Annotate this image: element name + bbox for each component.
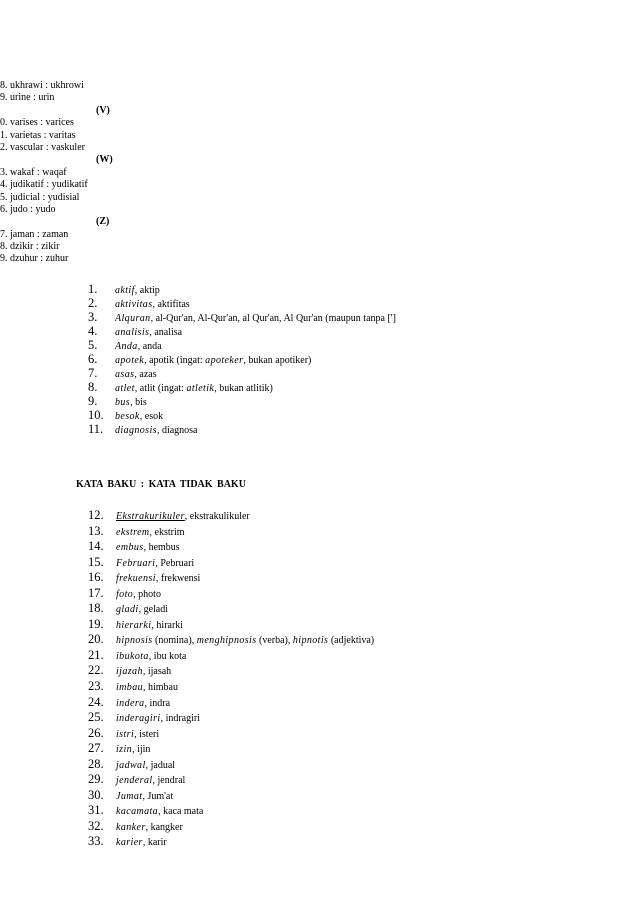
standard-word: atlet	[115, 383, 135, 395]
non-standard-word: , ekstrim	[149, 526, 185, 538]
standard-word: aktif	[115, 285, 135, 296]
word-list-12-33	[88, 508, 374, 850]
item-number: 10.	[88, 408, 104, 423]
non-standard-word: , indra	[144, 697, 171, 709]
non-standard-word: , hirarki	[151, 619, 184, 631]
non-standard-word: , azas	[134, 369, 157, 381]
list-item	[88, 710, 374, 726]
item-number: 32.	[88, 818, 104, 833]
non-standard-word: , aktip	[134, 285, 160, 296]
item-number: 2.	[88, 296, 98, 311]
section-heading: KATA BAKU : KATA TIDAK BAKU	[76, 479, 246, 490]
list-item	[88, 757, 374, 773]
non-standard-word: , kaca mata	[158, 806, 204, 818]
list-item: 8. ukhrawi : ukhrowi	[0, 80, 84, 91]
list-item	[88, 324, 396, 338]
list-item	[88, 422, 396, 436]
item-number: 26.	[88, 725, 104, 740]
word-list-upper	[0, 80, 113, 266]
standard-word: apoteker	[205, 355, 244, 367]
item-number: 29.	[88, 772, 104, 787]
list-item: 6. judo : yudo	[0, 203, 56, 215]
non-standard-word: , frekwensi	[155, 573, 201, 585]
non-standard-word: , aktifitas	[152, 299, 190, 311]
item-number: 4.	[88, 324, 98, 339]
item-number: 23.	[88, 679, 104, 694]
standard-word: ibukota	[116, 650, 149, 662]
non-standard-word: , Jum'at	[142, 790, 174, 802]
standard-word: diagnosis	[115, 425, 157, 437]
non-standard-word: , karir	[142, 837, 167, 849]
standard-word: indera	[116, 697, 145, 709]
non-standard-word: , ibu kota	[148, 650, 187, 662]
non-standard-word: , photo	[133, 588, 161, 600]
standard-word: kanker	[116, 821, 146, 833]
letter-heading: (V)	[96, 104, 110, 116]
standard-word: aktivitas	[115, 299, 153, 311]
item-number: 28.	[88, 756, 104, 771]
non-standard-word: , hembus	[143, 542, 180, 554]
standard-word: ijazah	[116, 666, 143, 678]
list-item	[88, 586, 374, 602]
list-item: 3. wakaf : waqaf	[0, 166, 67, 178]
list-item	[88, 570, 374, 586]
list-item: 8. dzikir : zikir	[0, 241, 60, 253]
non-standard-word: , Pebruari	[155, 557, 195, 569]
standard-word: atletik	[186, 383, 215, 395]
item-number: 1.	[88, 282, 98, 296]
list-item: 1. varietas : varitas	[0, 129, 76, 141]
item-number: 16.	[88, 570, 104, 585]
standard-word: hipnotis	[292, 635, 329, 647]
letter-heading: (W)	[96, 154, 113, 166]
non-standard-word: , al-Qur'an, Al-Qur'an, al Qur'an, Al Qur'an (maupun tanpa [']	[150, 313, 396, 325]
item-number: 6.	[88, 352, 98, 367]
item-number: 14.	[88, 539, 104, 554]
list-item	[88, 282, 396, 296]
list-item	[88, 380, 396, 394]
list-item	[88, 601, 374, 617]
list-item	[88, 679, 374, 695]
non-standard-word: , anda	[137, 341, 162, 353]
non-standard-word: (nomina),	[152, 635, 197, 647]
standard-word: jenderal	[116, 775, 153, 787]
non-standard-word: , jendral	[152, 775, 186, 787]
non-standard-word: , jadual	[145, 759, 176, 771]
standard-word: frekuensi	[116, 573, 156, 585]
standard-word: Februari	[116, 557, 156, 569]
non-standard-word: , indragiri	[160, 713, 200, 725]
non-standard-word: , ijin	[132, 744, 151, 756]
list-item	[88, 338, 396, 352]
standard-word: menghipnosis	[196, 635, 257, 647]
list-item	[88, 508, 374, 524]
item-number: 15.	[88, 554, 104, 569]
standard-word: jadwal	[116, 759, 146, 771]
standard-word: apotek	[115, 355, 145, 367]
item-number: 20.	[88, 632, 104, 647]
list-item	[88, 741, 374, 757]
non-standard-word: , geladi	[138, 604, 168, 616]
standard-word: Alquran	[115, 313, 151, 325]
standard-word: embus	[116, 542, 144, 554]
item-number: 24.	[88, 694, 104, 709]
standard-word: istri	[116, 728, 135, 740]
item-number: 18.	[88, 601, 104, 616]
item-number: 8.	[88, 380, 98, 395]
item-number: 7.	[88, 366, 98, 381]
non-standard-word: , ijasah	[142, 666, 172, 678]
standard-word: izin	[116, 744, 133, 756]
item-number: 12.	[88, 508, 104, 522]
non-standard-word: , ekstrakulikuler	[184, 511, 250, 522]
non-standard-word: , kangker	[145, 821, 183, 833]
standard-word: bus	[115, 397, 131, 409]
standard-word: gladi	[116, 604, 139, 616]
item-number: 13.	[88, 523, 104, 538]
letter-heading: (Z)	[96, 216, 110, 228]
item-number: 17.	[88, 585, 104, 600]
standard-word: hierarki	[116, 619, 152, 631]
list-item: 5. judicial : yudisial	[0, 191, 80, 203]
list-item	[88, 408, 396, 422]
item-number: 27.	[88, 741, 104, 756]
list-item	[88, 352, 396, 366]
non-standard-word: , bis	[130, 397, 147, 409]
list-item	[88, 524, 374, 540]
item-note: , bukan apotiker)	[243, 355, 312, 367]
item-number: 31.	[88, 803, 104, 818]
non-standard-word: , apotik (ingat:	[144, 355, 206, 367]
item-number: 22.	[88, 663, 104, 678]
item-number: 25.	[88, 710, 104, 725]
list-item	[88, 296, 396, 310]
list-item	[88, 834, 374, 850]
item-note: , bukan atlitik)	[214, 383, 273, 395]
non-standard-word: , analisa	[149, 327, 183, 339]
list-item: 7. jaman : zaman	[0, 228, 69, 240]
word-list-1-11	[88, 282, 396, 437]
list-item	[88, 617, 374, 633]
list-item	[88, 663, 374, 679]
list-item: 9. dzuhur : zuhur	[0, 253, 69, 265]
list-item: 4. judikatif : yudikatif	[0, 179, 88, 191]
standard-word: analisis	[115, 327, 150, 339]
list-item: 2. vascular : vaskuler	[0, 141, 85, 153]
list-item: 9. urine : urin	[0, 92, 55, 104]
list-item	[88, 726, 374, 742]
standard-word: foto	[116, 588, 134, 600]
list-item	[88, 648, 374, 664]
standard-word: Anda	[115, 341, 138, 353]
list-item	[88, 695, 374, 711]
item-number: 5.	[88, 338, 98, 353]
item-number: 19.	[88, 616, 104, 631]
list-item: 0. varises : varices	[0, 117, 74, 129]
standard-word: besok	[115, 411, 140, 423]
standard-word: kacamata	[116, 806, 159, 818]
list-item	[88, 772, 374, 788]
standard-word: hipnosis	[116, 635, 153, 647]
non-standard-word: , isteri	[134, 728, 160, 740]
standard-word: Ekstrakurikuler	[116, 511, 185, 522]
list-item	[88, 555, 374, 571]
item-number: 9.	[88, 394, 98, 409]
non-standard-word: , esok	[139, 411, 164, 423]
item-number: 11.	[88, 422, 104, 437]
item-number: 33.	[88, 834, 104, 849]
list-item	[88, 632, 374, 648]
standard-word: imbau	[116, 682, 143, 694]
standard-word: inderagiri	[116, 713, 161, 725]
standard-word: asas	[115, 369, 135, 381]
non-standard-word: , diagnosa	[156, 425, 198, 437]
item-number: 30.	[88, 787, 104, 802]
standard-word: Jumat	[116, 790, 143, 802]
item-number: 21.	[88, 647, 104, 662]
standard-word: karier	[116, 837, 143, 849]
list-item	[88, 819, 374, 835]
non-standard-word: , atlit (ingat:	[134, 383, 187, 395]
item-note: (verba),	[256, 635, 293, 647]
non-standard-word: , himbau	[143, 682, 178, 694]
standard-word: ekstrem	[116, 526, 150, 538]
list-item	[88, 803, 374, 819]
list-item	[88, 788, 374, 804]
list-item	[88, 539, 374, 555]
list-item	[88, 394, 396, 408]
item-number: 3.	[88, 310, 98, 325]
list-item	[88, 366, 396, 380]
item-note: (adjektiva)	[328, 635, 375, 647]
list-item	[88, 310, 396, 324]
